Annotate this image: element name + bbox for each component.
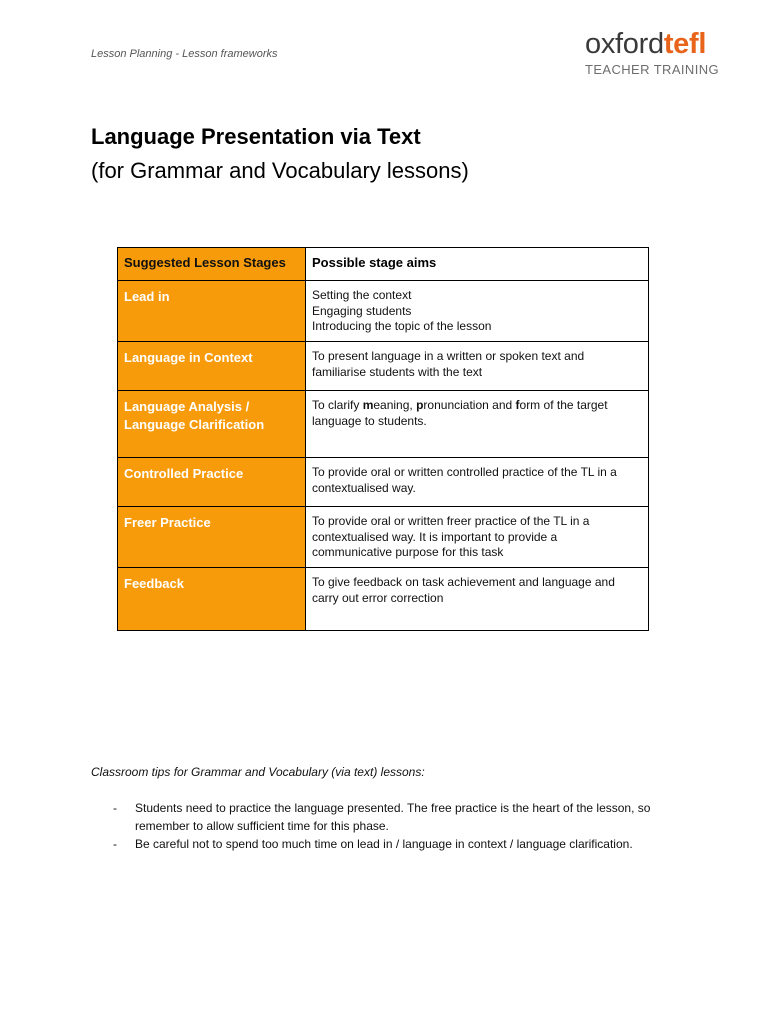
stage-cell: Controlled Practice (118, 458, 306, 507)
aim-line: To give feedback on task achievement and language and (312, 575, 615, 589)
aim-line: Engaging students (312, 303, 412, 318)
aim-line: contextualised way. It is important to provide a (312, 529, 558, 544)
stage-cell: Language in Context (118, 342, 306, 391)
tips-heading: Classroom tips for Grammar and Vocabulary (via text) lessons: (91, 765, 425, 779)
table-row (118, 391, 649, 458)
aim-line-clarify: To clarify meaning, pronunciation and form of the target (312, 398, 608, 412)
table-header-row (118, 248, 649, 281)
document-subtitle: (for Grammar and Vocabulary lessons) (91, 158, 469, 183)
list-item (91, 835, 691, 853)
aim-line: contextualised way. (312, 480, 416, 495)
aims-cell (306, 342, 649, 391)
aim-line: language to students. (312, 413, 427, 428)
table-row (118, 507, 649, 568)
table-row (118, 342, 649, 391)
tip-text: Be careful not to spend too much time on lead in / language in context / language clarification. (135, 837, 633, 851)
table-row (118, 458, 649, 507)
aim-line: Introducing the topic of the lesson (312, 319, 492, 333)
table-row (118, 281, 649, 342)
aim-line: To provide oral or written controlled practice of the TL in a (312, 465, 617, 479)
document-title: Language Presentation via Text (91, 124, 421, 149)
aim-line: To present language in a written or spoken text and (312, 349, 585, 363)
aims-cell (306, 458, 649, 507)
oxfordtefl-logo (585, 28, 727, 77)
list-item (91, 799, 691, 835)
tips-list (91, 799, 691, 853)
aim-line: communicative purpose for this task (312, 545, 504, 559)
document-breadcrumb: Lesson Planning - Lesson frameworks (91, 48, 278, 60)
stage-cell: Language Analysis / Language Clarification (118, 391, 306, 458)
aims-cell (306, 281, 649, 342)
bullet-dash: - (113, 837, 117, 851)
aims-cell (306, 391, 649, 458)
aim-line: familiarise students with the text (312, 364, 483, 379)
column-header-stages: Suggested Lesson Stages (118, 248, 306, 281)
logo-oxford-text: oxford (585, 28, 664, 60)
bullet-dash: - (113, 801, 117, 815)
logo-subtitle: TEACHER TRAINING (585, 62, 720, 77)
logo-tefl-text: tefl (663, 28, 707, 60)
aim-line: To provide oral or written freer practice of the TL in a (312, 514, 590, 528)
stage-cell: Freer Practice (118, 507, 306, 568)
aim-line: Setting the context (312, 288, 412, 302)
aims-cell (306, 568, 649, 631)
stage-cell: Feedback (118, 568, 306, 631)
table-row (118, 568, 649, 631)
aims-cell (306, 507, 649, 568)
logo-wordmark (585, 28, 727, 60)
aim-line: carry out error correction (312, 590, 444, 605)
column-header-aims: Possible stage aims (306, 248, 649, 281)
lesson-stages-table (117, 247, 649, 631)
stage-cell: Lead in (118, 281, 306, 342)
tip-text: Students need to practice the language presented. The free practice is the heart of the lesson, so remember to allow sufficient time for this phase. (135, 801, 651, 833)
